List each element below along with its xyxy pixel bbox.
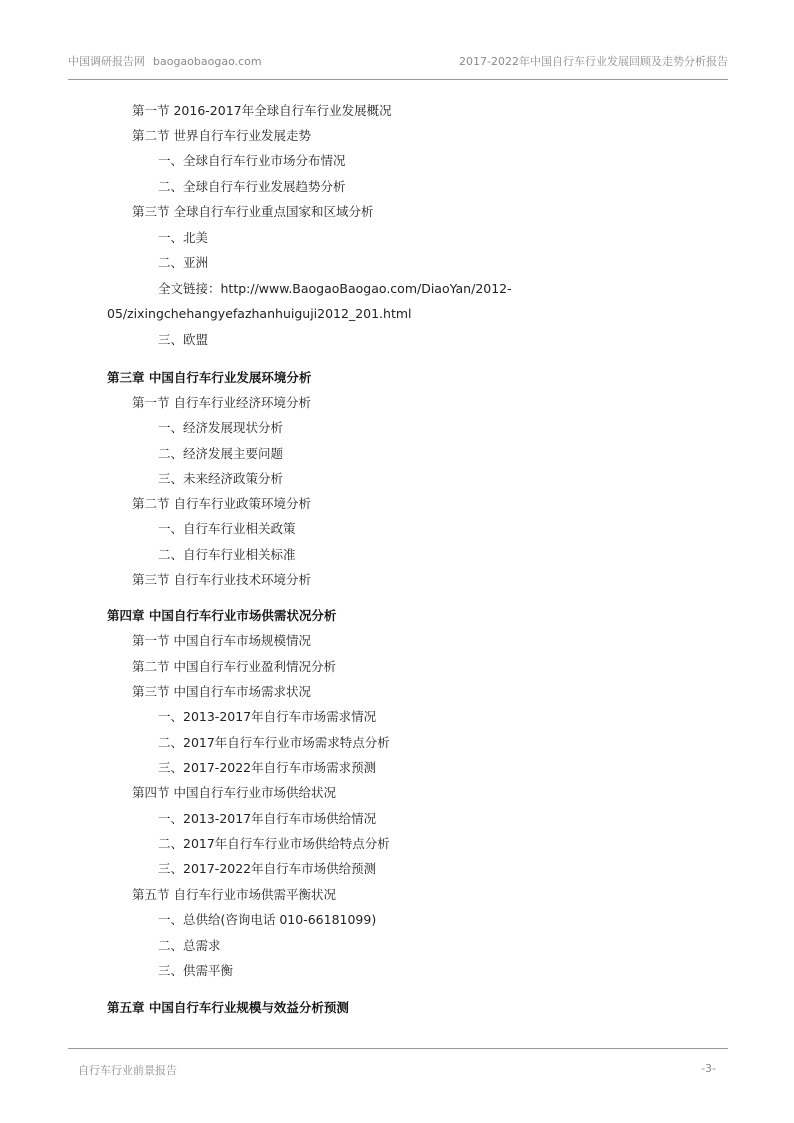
footer-report-name: 自行车行业前景报告 [78,1064,177,1077]
toc-item: 一、自行车行业相关政策 [158,521,296,536]
toc-item: 二、全球自行车行业发展趋势分析 [158,179,346,194]
toc-item: 二、自行车行业相关标准 [158,547,296,562]
toc-section: 第三节 自行车行业技术环境分析 [132,572,311,587]
toc-section: 第一节 中国自行车市场规模情况 [132,633,311,648]
toc-item: 二、2017年自行车行业市场供给特点分析 [158,836,390,851]
toc-item: 一、北美 [158,230,209,245]
toc-section: 第一节 2016-2017年全球自行车行业发展概况 [132,103,392,118]
page-footer [78,1062,716,1078]
toc-item: 一、全球自行车行业市场分布情况 [158,153,346,168]
toc-section: 第二节 世界自行车行业发展走势 [132,128,311,143]
page-header [68,53,728,69]
toc-item: 一、总供给(咨询电话 010-66181099) [158,912,377,927]
toc-cont: 05/zixingchehangyefazhanhuiguji2012_201.html [107,306,412,321]
toc-item: 二、2017年自行车行业市场需求特点分析 [158,735,390,750]
footer-divider [68,1048,728,1049]
toc-item: 一、经济发展现状分析 [158,420,284,435]
toc-section: 第四节 中国自行车行业市场供给状况 [132,785,336,800]
header-site-name: 中国调研报告网 [68,55,145,68]
toc-section: 第二节 自行车行业政策环境分析 [132,496,311,511]
toc-item: 三、未来经济政策分析 [158,471,284,486]
toc-item: 二、亚洲 [158,255,209,270]
toc-item: 三、供需平衡 [158,963,234,978]
toc-chapter: 第四章 中国自行车行业市场供需状况分析 [107,608,337,623]
toc-section: 第三节 中国自行车市场需求状况 [132,684,311,699]
toc-chapter: 第五章 中国自行车行业规模与效益分析预测 [107,1000,349,1015]
toc-item: 三、2017-2022年自行车市场需求预测 [158,760,377,775]
header-report-title: 2017-2022年中国自行车行业发展回顾及走势分析报告 [459,55,728,68]
toc-item: 二、经济发展主要问题 [158,446,284,461]
header-divider [68,79,728,80]
toc-item: 三、欧盟 [158,332,209,347]
toc-section: 第三节 全球自行车行业重点国家和区域分析 [132,204,374,219]
header-site [68,53,262,69]
toc-chapter: 第三章 中国自行车行业发展环境分析 [107,370,312,385]
header-site-url: baogaobaogao.com [153,55,262,68]
toc-section: 第一节 自行车行业经济环境分析 [132,395,311,410]
toc-item: 一、2013-2017年自行车市场供给情况 [158,811,377,826]
toc-item: 二、总需求 [158,938,221,953]
toc-section: 第五节 自行车行业市场供需平衡状况 [132,887,336,902]
toc-section: 第二节 中国自行车行业盈利情况分析 [132,659,336,674]
toc-item: 三、2017-2022年自行车市场供给预测 [158,861,377,876]
toc-item: 全文链接：http://www.BaogaoBaogao.com/DiaoYan/2012- [158,281,512,296]
page-number: -3- [701,1062,716,1075]
toc-item: 一、2013-2017年自行车市场需求情况 [158,709,377,724]
